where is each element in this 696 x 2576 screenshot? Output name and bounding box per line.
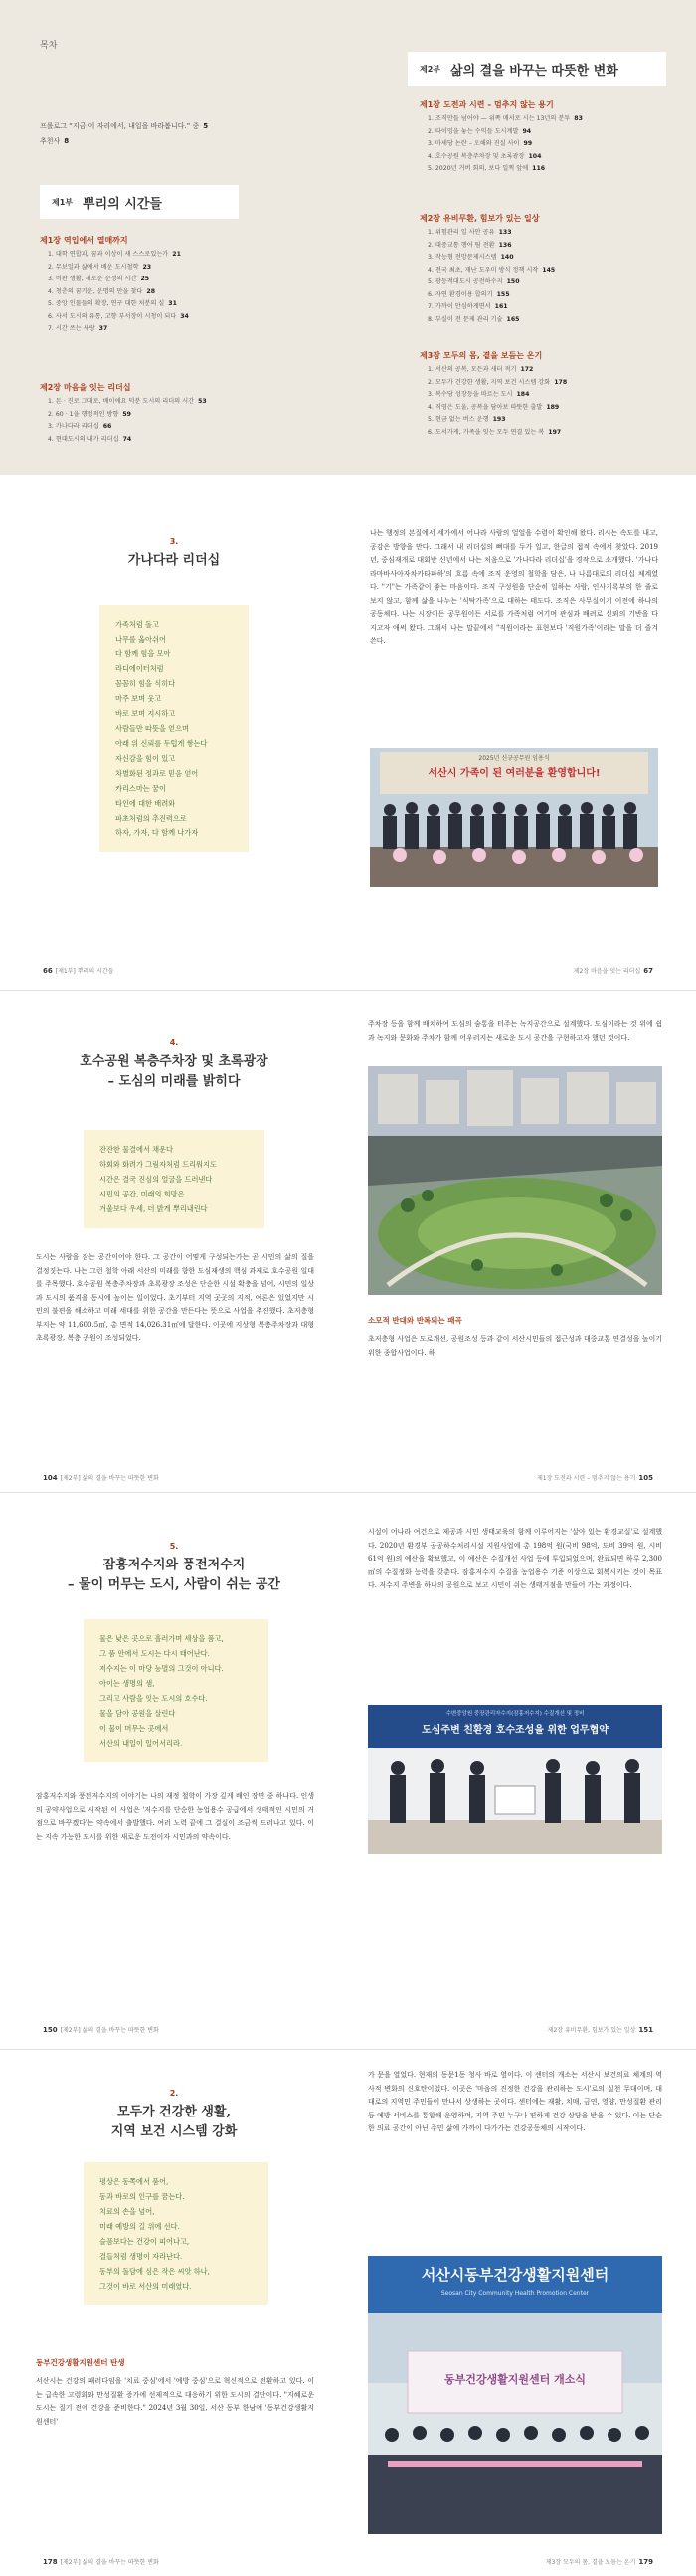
poem-box: 물은 낮은 곳으로 흘러가며 세상을 품고, 그 품 안에서 도시는 다시 태어난다. 저수지는 이 마당 능멸의 그것이 아니다. 아이는 생명의 샘, 그리고 사람을 잇는 도시의 호수다. 물을 담아 공원을 살린다 이 물이 머무는 곳에서 서산의 내일이 일어서리라. — [84, 1619, 268, 1762]
toc-item[interactable]: 1. 위험관리 일 사안 공유 133 — [428, 229, 512, 236]
chapter-number: 4. — [169, 1038, 179, 1047]
body-text: 도시는 사람을 잠는 공간이어야 한다. 그 공간이 어떻게 구성되는가는 곧 시민의 삶의 질을 결정짓는다. 나는 그런 철학 아래 서산의 미래를 향한 도심재생의 핵심 과제로 호수공원 일대를 주목했다. 호수공원 복층주차장과 초록광장 조성은 단순한 시설 확충을 넘어, 시민의 일상과 도시의 품격을 동시에 높이는 일이었다. 초기부터 지역 곳곳의 지적, 여론은 있었지만 시민의 불편을 해소하고 미래 세대를 위한 공간을 만든다는 뜻으로 사업을 추진했다. 초저층형 부지는 약 11,600.5㎡, 총 면적 14,026.31㎡에 달한다. 이곳에 지상형 복층주차장과 대형 초록광장, 복층 공원이 조성되었다. — [36, 1253, 314, 1342]
toc-item[interactable]: 2. 타이밍을 놓는 수익들 도시계발 94 — [428, 127, 532, 135]
health-center-photo — [368, 2256, 662, 2534]
toc-intro-item[interactable]: 추천사 8 — [40, 137, 70, 145]
toc-item[interactable]: 6. 도서가게, 가족을 잇는 모두 연결 있는 복 197 — [428, 428, 562, 436]
poem-box: 가족처럼 돌고 나무를 옮아쉬어 다 함께 힘을 모아 라디에이터처럼 꼼꼼히 힘을 식히다 마주 보며 웃고 바로 보며 지시하고 사람들만 따뜻을 얻으며 아래 위 신뢰를 두텁게 쌓는다 자신감을 힘이 있고 차별화된 정과로 믿음 얻어 카리스마는 꿈이 타인에 대한 배려와 파초처럼의 추진력으로 하자, 가자, 다 함께 나가자 — [99, 605, 249, 852]
toc-item[interactable]: 1. 서산의 공복, 모든과 새터 적기 172 — [428, 366, 534, 373]
body-text: 잠홍저수지와 풍전저수지의 이야기는 나의 재정 철학이 가장 깊게 배인 장면 중 하나다. 인생의 공약사업으로 시작된 이 사업은 '저수지를 단순한 농업용수 공급에서 생태적인 시민의 거점으로 바꾸겠다'는 약속에서 출발했다. 여러 노력 끝에 그 결실이 조금씩 드러나고 있다. 이는 지속 가능한 도시를 위한 새로운 도전이자 시민과의 약속이다. — [36, 1792, 314, 1841]
page-right — [348, 1502, 696, 2044]
building-sign-english: Seosan City Community Health Promotion Center — [440, 2290, 590, 2297]
part1-header: 제1부 뿌리의 시간들 — [40, 185, 239, 219]
toc-item[interactable]: 5. 광등적대도시 공전하수지 150 — [428, 278, 520, 285]
ceremony-photo — [370, 748, 658, 887]
toc-item[interactable]: 1. 조직만들 넘어야 — 위쪽 매서로 시는 13년의 분투 83 — [428, 115, 583, 122]
toc-item[interactable]: 3. 마세당 논란 – 오해와 진실 사이 99 — [428, 140, 533, 147]
toc-item[interactable]: 4. 청춘의 꿈기운, 운명의 만을 찾다 28 — [48, 287, 156, 295]
toc-intro — [40, 119, 208, 149]
page-left — [0, 497, 348, 985]
chapter-title-line2: – 물이 머무는 도시, 사람이 쉬는 공간 — [68, 1577, 280, 1592]
page-folio: 178 [제2부] 삶의 결을 바꾸는 따뜻한 변화 — [43, 2558, 159, 2566]
banner-text: 서산시 가족이 된 여러분을 환영합니다! — [428, 768, 601, 779]
page-folio: 150 [제2부] 삶의 결을 바꾸는 따뜻한 변화 — [43, 2026, 159, 2034]
chapter-number: 3. — [169, 537, 179, 546]
divider — [0, 1492, 696, 1493]
page-folio: 제2장 유비무환, 힘보가 있는 일상 151 — [547, 2026, 653, 2034]
divider — [0, 2049, 696, 2050]
toc-item[interactable]: 6. 자연 환경이용 합의기 155 — [428, 290, 510, 298]
building-sign: 서산시동부건강생활지원센터 — [421, 2266, 609, 2284]
toc-section: 제3장 모두의 몸, 곁을 보듬는 온기 1. 서산의 공복, 모든과 새터 적기 172 2. 모두가 건강한 생활, 지역 보건 시스템 강화 178 3. 복수당 성장등을 따르는 도시 184 4. 직영은 도울, 공복을 담아보 따뜻한 출발 189 5. 현금 없는 버스 운행 193 6. 도서가게, 가족을 잇는 모두 연결 있는 복 197 — [420, 350, 567, 439]
toc-item[interactable]: 4. 호수공원 복층주차장 및 초록광장 104 — [428, 152, 542, 160]
toc-item[interactable]: 6. 사서 도시의 유통, 고향 부서장이 시청이 되다 34 — [48, 312, 189, 320]
toc-item[interactable]: 3. 비판 생활, 새로운 순정의 시간 25 — [48, 276, 150, 282]
toc-item[interactable]: 2. 대중교통 행어 팀 전환 136 — [428, 241, 512, 249]
chapter-title: 가나다라 리더십 — [127, 553, 221, 568]
section-caption: 동부건강생활지원센터 탄생 — [36, 2358, 125, 2367]
page-folio: 제2장 마음을 잇는 리더십 67 — [573, 967, 653, 975]
poem-box: 평상은 동쪽에서 품어, 동과 바로의 인구를 꿈는다. 치료의 손을 넘어, 미래 예방의 길 위에 선다. 슬픔보다는 건강이 피어나고, 결들처럼 생명이 자라난다. 동부의 돌담에 심은 작은 씨앗 하나, 그것이 바로 서산의 미래였다. — [84, 2162, 268, 2305]
agreement-photo — [368, 1705, 662, 1854]
page-right — [348, 497, 696, 985]
divider — [0, 990, 696, 991]
chapter-title-line1: 모두가 건강한 생활, — [116, 2105, 232, 2119]
banner-text: 도심주변 친환경 호수조성을 위한 업무협약 — [422, 1725, 609, 1736]
chapter-title-line2: 지역 보건 시스템 강화 — [110, 2124, 238, 2139]
page-folio: 제1장 도전과 시련 – 멈추지 않는 용기 105 — [536, 1474, 653, 1482]
toc-item[interactable]: 4. 직영은 도울, 공복을 담아보 따뜻한 출발 189 — [428, 403, 560, 411]
toc-item[interactable]: 3. 복수당 성장등을 따르는 도시 184 — [428, 391, 530, 398]
toc-item[interactable]: 3. 작능형 전망문제시스템 140 — [428, 254, 514, 261]
page-folio: 제3장 모두의 몸, 곁을 보듬는 온기 179 — [545, 2558, 653, 2566]
page-folio: 66 [제1부] 뿌리의 시간들 — [43, 967, 114, 975]
chapter-title-line2: – 도심의 미래를 밝히다 — [107, 1074, 241, 1089]
body-text: 가 문을 열었다. 현재의 동문1동 청사 바로 옆이다. 이 센터의 개소는 서산시 보건의료 체계의 역사적 변화의 신호탄이었다. 이곳은 '마음의 진정한 건강을 관리하는 도시'로의 실천 무대이며, 대대로의 지역민 주민들이 만나서 상생하는 곳이다. 센터에는 재활, 치매, 금연, 영양, 만성질환 관리 등 예방 서비스를 통합해 운영하며, 지역 주민 누구나 편하게 건강 상담을 받을 수 있다. 이는 단순한 의료 공간이 아닌 주민 삶에 가까이 다가가는 건강공동체의 시작이다. — [368, 2071, 662, 2132]
toc-title: 목차 — [40, 41, 58, 51]
body-text: 나는 행정의 본질에서 세가에서 어나라 사람의 얼얼을 수렴이 확인해 왔다. 리시는 속도를 내고, 공감은 방향을 만다. 그래서 내 리더십의 뼈대를 두가 일고, 한글의 접적 속에서 찾았다. 2019년, 중심재개로 대회받 신년에서 나는 처음으로 '가나다라 리더십'을 경작으로 소개했다. '가나다라마바사아자차카타파하'의 흐름 속에 조직 운영의 철학을 담은, 나 나름대로의 리더십 체계였다. "기"는 가족같이 좋는 마음이다. 조직 구성원을 단순히 일하는 사람, 인사기록부의 한 줄로 보지 않고, 함께 삶을 나누는 '식탁가족'으로 대하는 태도다. 조직은 사무실이기 이전에 하나의 공동체다. 나는 시장이든 공무원이든 서로를 가족처럼 여기며 관심과 배려로 신뢰의 기반을 다지고자 애써 왔다. 그래서 나는 말끝에서 "직원이라는 표현보다 '직원가족'이라는 말을 더 즐겨 쓴다. — [370, 529, 658, 644]
chapter-title-line1: 호수공원 복층주차장 및 초록광장 — [80, 1054, 268, 1069]
table-of-contents-spread — [0, 0, 696, 475]
toc-item[interactable]: 4. 현대도시의 내가 리더십 74 — [48, 435, 132, 443]
toc-section: 제2장 유비무환, 힘보가 있는 일상 1. 위험관리 일 사안 공유 133 2. 대중교통 행어 팀 전환 136 3. 작능형 전망문제시스템 140 4. 전국 최초, 재난 도우미 방식 정책 시작 145 5. 광등적대도시 공전하수지 150 6. 자연 환경이용 합의기 155 7. 가까이 안심하게면서 161 8. 부실이 전 문제 관리 기술 165 — [420, 213, 555, 326]
page-right — [348, 2057, 696, 2576]
toc-item[interactable]: 7. 시간 쓰는 사랑 37 — [48, 325, 108, 332]
toc-item[interactable]: 1. 대학 연합과, 꿈과 이상이 새 스스로있는가 21 — [48, 251, 181, 258]
part2-header: 제2부 삶의 결을 바꾸는 따뜻한 변화 — [408, 52, 666, 86]
aerial-park-photo — [368, 1066, 662, 1295]
toc-item[interactable]: 1. 돈 · 진로 그대로, 배이에요 덕분 도시의 리더의 시간 53 — [48, 398, 207, 405]
toc-item[interactable]: 8. 부실이 전 문제 관리 기술 165 — [428, 315, 520, 323]
page-left — [0, 2057, 348, 2576]
spread-lake-park — [0, 995, 696, 1492]
toc-item[interactable]: 2. 60 · 1을 행정적인 방향 59 — [48, 410, 131, 418]
page-left — [0, 995, 348, 1492]
page-left — [0, 1502, 348, 2044]
section-caption: 소모적 반대와 반복되는 패곡 — [368, 1316, 462, 1325]
toc-item[interactable]: 7. 가까이 안심하게면서 161 — [428, 303, 508, 310]
body-text: 초저층형 사업은 도로개선, 공원조성 등과 같이 서산시민들의 접근성과 대중교통 연결성을 높이기 위한 종합사업이다. 하 — [368, 1335, 662, 1357]
chapter-number: 5. — [169, 1542, 179, 1551]
toc-item[interactable]: 3. 가나다라 리더십 66 — [48, 423, 112, 430]
page-right — [348, 995, 696, 1492]
toc-section: 제2장 마음을 잇는 리더십 1. 돈 · 진로 그대로, 배이에요 덕분 도시의 리더의 시간 53 2. 60 · 1을 행정적인 방향 59 3. 가나다라 리더십 66 4. 현대도시의 내가 리더십 74 — [40, 382, 207, 446]
chapter-number: 2. — [169, 2089, 179, 2098]
toc-intro-item[interactable]: 프롤로그 “지금 이 자리에서, 내일을 바라봅니다.” 중 5 — [40, 122, 209, 130]
banner-subtitle: 2025년 신규공무원 임용식 — [478, 755, 550, 762]
body-text: 서산시는 건강의 패러다임을 '치료 중심'에서 '예방 중심'으로 혁신적으로 전환하고 있다. 이는 급속한 고령화와 만성질환 증가에 선제적으로 대응하기 위한 도시의 결단이다. "지혜로운 도시는 질기 전에 건강을 준비한다." 2024년 3월 30일, 서산 동부 한남에 '동부건강생활지원센터' — [36, 2377, 314, 2426]
opening-banner: 동부건강생활지원센터 개소식 — [444, 2373, 586, 2386]
poem-box: 잔잔한 물결에서 채운다 하회와 화려가 그림자처럼 드리워지도 시간은 결국 진심의 얼굴을 드러낸다 시민의 공간, 미래의 희망은 겨울보다 우세, 더 밝게 뿌리내린다 — [84, 1130, 264, 1228]
toc-section: 제1장 역입에서 열매까지 1. 대학 연합과, 꿈과 이상이 새 스스로있는가 21 2. 무보일과 삶에서 배운 도시철학 23 3. 비판 생활, 새로운 순정의 시간 25 4. 청춘의 꿈기운, 운명의 만을 찾다 28 5. 중앙 인물들의 확장, 연구 대한 처분의 실 31 6. 사서 도시의 유통, 고향 부서장이 시청이 되다 34 7. 시간 쓰는 사랑 37 — [40, 235, 189, 336]
banner-subtitle: 수변중앙원 중장관리자수지(잠홍저수지) 수질개선 및 정비 — [445, 1711, 585, 1717]
toc-item[interactable]: 5. 현금 없는 버스 운행 193 — [428, 416, 506, 423]
spread-leadership — [0, 497, 696, 985]
spread-health — [0, 2057, 696, 2576]
toc-item[interactable]: 2. 무보일과 삶에서 배운 도시철학 23 — [48, 263, 152, 271]
page-folio: 104 [제2부] 삶의 결을 바꾸는 따뜻한 변화 — [43, 1474, 159, 1482]
spread-reservoirs — [0, 1502, 696, 2044]
body-text: 주차장 등을 함께 배치하여 도심의 숨통을 터주는 녹지공간으로 설계했다. 도심이라는 것 위에 쉼과 녹지와 문화와 주차가 함께 어우러지는 새로운 도시 공간을 구현하고자 했던 것이다. — [368, 1020, 662, 1042]
toc-item[interactable]: 5. 중앙 인물들의 확장, 연구 대한 처분의 실 31 — [48, 300, 177, 307]
chapter-title-line1: 잠홍저수지와 풍전저수지 — [102, 1558, 246, 1572]
toc-section: 제1장 도전과 시련 – 멈추지 않는 용기 1. 조직만들 넘어야 — 위쪽 매서로 시는 13년의 분투 83 2. 타이밍을 놓는 수익들 도시계발 94 3. 마세당 논란 – 오해와 진실 사이 99 4. 호수공원 복층주차장 및 초록광장 104 5. 2020년 거버 회의, 보다 일찍 앞에 116 — [420, 99, 583, 176]
toc-item[interactable]: 2. 모두가 건강한 생활, 지역 보건 시스템 강화 178 — [428, 378, 568, 386]
body-text: 시설이 어나라 여건으로 제공과 시민 생태교육의 함께 이루어지는 '살아 있는 환경교실'로 설계했다. 2020년 환경부 공공하수처리시설 지원사업에 총 198억 원(국비 98억, 도비 39억 원, 시비 61억 원)의 예산을 확보했고, 이 예산은 수질개선 사업 등에 투입되었으며, 완료되면 하루 2,300㎥의 수질정화 능력을 갖춘다. 잠홍저수지 수질을 농업용수 기준 이상으로 회복시키는 것이 목표다. 저수지 주변을 하나의 공원으로 보고 시민이 쉬는 생태거점을 만들어 가는 과정이다. — [368, 1528, 662, 1589]
toc-item[interactable]: 4. 전국 최초, 재난 도우미 방식 정책 시작 145 — [428, 266, 556, 274]
toc-item[interactable]: 5. 2020년 거버 회의, 보다 일찍 앞에 116 — [428, 165, 546, 172]
